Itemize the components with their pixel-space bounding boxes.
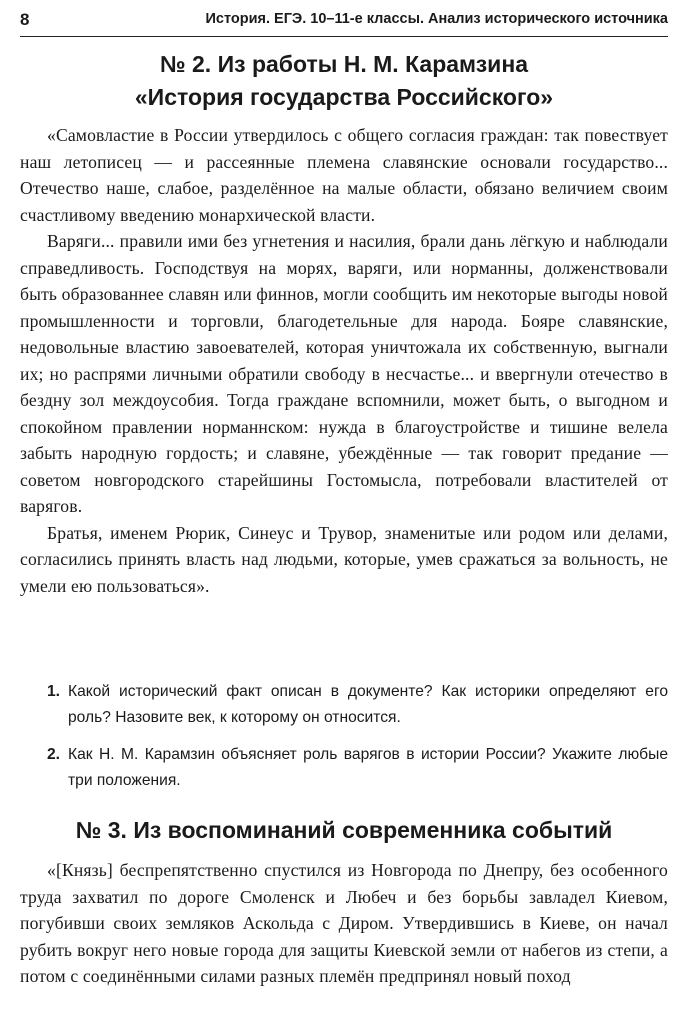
question-text: Как Н. М. Карамзин объясняет роль варягов в истории России? Укажите любые три положения. [68,746,668,789]
section-2-title-line2: «История государства Российского» [134,84,554,110]
questions-list [20,679,668,805]
paragraph: «Самовластие в России утвердилось с общего согласия граждан: так повествует наш летописец — и рассеянные племена славянские основали государство... Отечество наше, слабое, разделённое на малые области, обязано величием своим счастливому введению монархической власти. [20,125,668,225]
question-number: 1. [47,683,61,700]
section-3-heading [20,814,668,847]
section-2-title-line1: № 2. Из работы Н. М. Карамзина [159,51,529,77]
question-text: Какой исторический факт описан в документе? Как историки определяют его роль? Назовите век, к которому он относится. [68,683,668,726]
paragraph: Братья, именем Рюрик, Синеус и Трувор, знаменитые или родом или делами, согласились принять власть над людьми, которые, умев сражаться за вольность, не умели ею пользоваться». [20,522,668,596]
question-number: 2. [47,746,61,763]
section-2-heading [20,48,668,114]
page-number: 8 [20,10,30,29]
section-2-text [20,122,668,599]
paragraph: «[Князь] беспрепятственно спустился из Новгорода по Днепру, без особенного труда захватил по дороге Смоленск и Любеч и без борьбы завладел Киевом, погубивши своих земляков Аскольда с Диром. Утвердившись в Киеве, он начал рубить вокруг него новые города для защиты Киевской земли от набегов из степи, а потом с соединёнными силами разных племён предпринял новый поход [20,860,668,986]
paragraph: Варяги... правили ими без угнетения и насилия, брали дань лёгкую и наблюдали справедливость. Господствуя на морях, варяги, или норманны, долженствовали быть образованнее славян или финнов, могли сообщить им некоторые выгоды новой промышленности и торговли, благодетельные для народа. Бояре славянские, недовольные властию завоевателей, которая уничтожала их собственную, выгнали их; но распрями личными обратили свободу в несчастье... и ввергнули отечество в бездну зол междоусобия. Тогда граждане вспомнили, может быть, о выгодном и спокойном правлении норманнском: нужда в благоустройстве и тишине велела забыть народную гордость; и славяне, убеждённые — так говорит предание — советом новгородского старейшины Гостомысла, потребовали властителей от варягов. [20,231,668,516]
question-item [20,742,668,794]
page-header [20,4,668,37]
running-title: История. ЕГЭ. 10–11-е классы. Анализ исторического источника [205,11,668,27]
section-3-title: № 3. Из воспоминаний современника событий [75,817,613,843]
question-item [20,679,668,731]
section-3-text [20,857,668,990]
